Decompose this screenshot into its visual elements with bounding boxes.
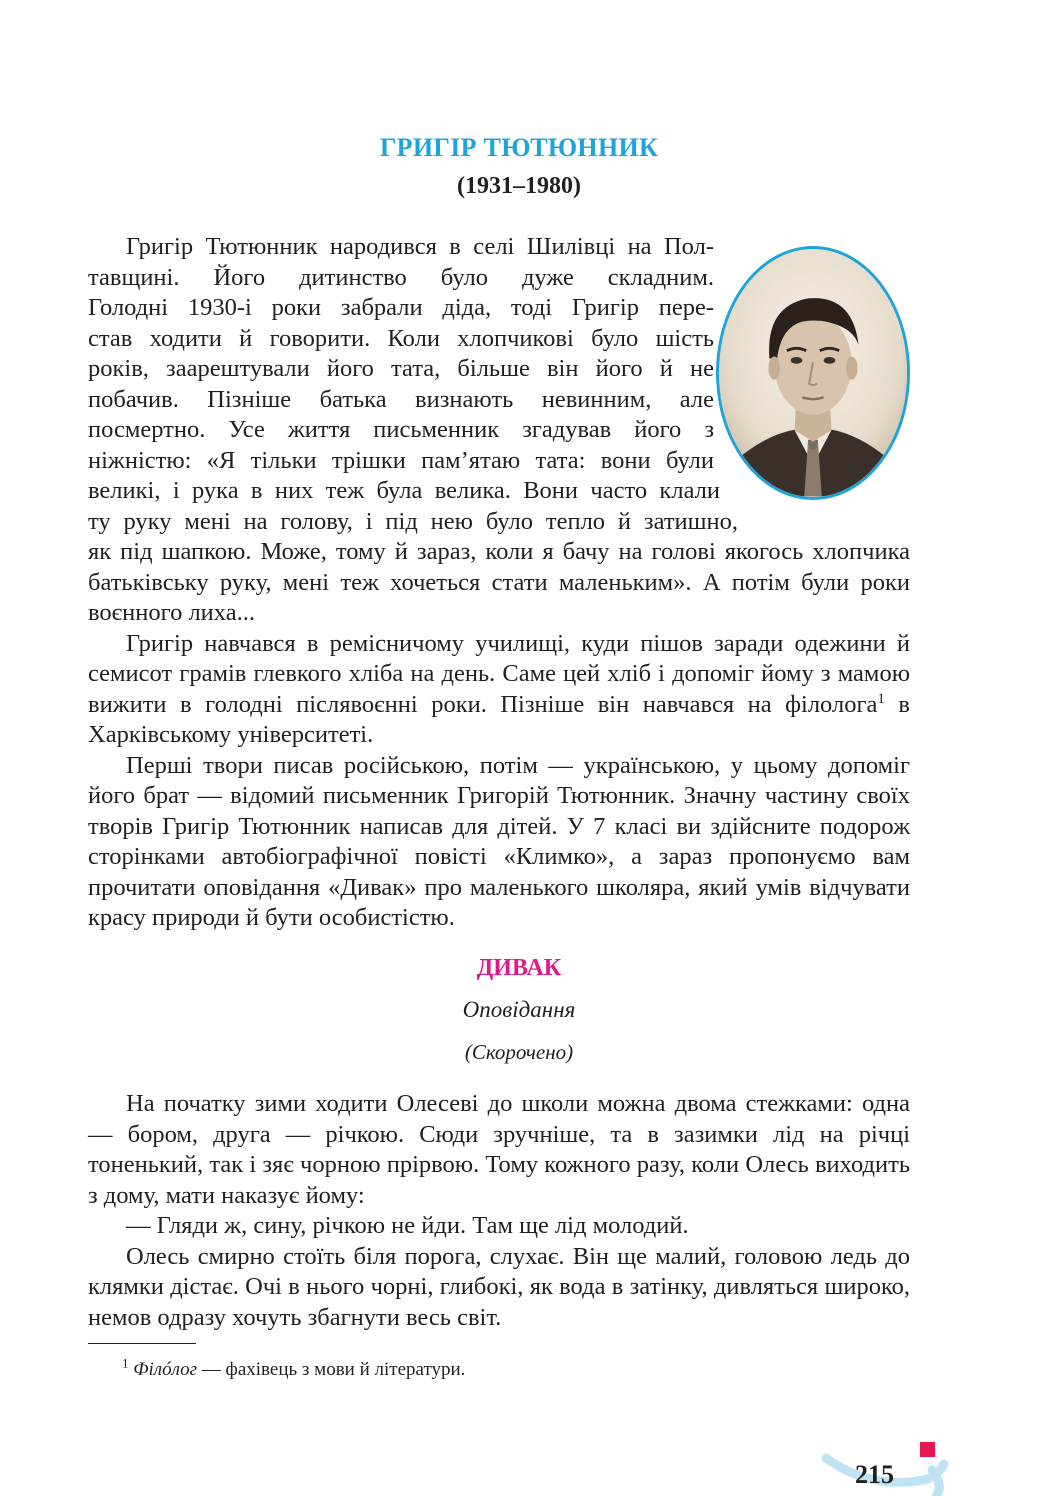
footnote-divider <box>88 1343 196 1344</box>
author-name-heading: ГРИГІР ТЮТЮННИК <box>379 133 659 162</box>
bio-p2-text: Григір навчався в ремісничому училищі, куди пішов заради одежини й семисот грамів глевкого хліба на день. Саме цей хліб і допоміг йому з мамою вижити в голодні післявоєнні роки. Пізніше він навчався на філолога <box>88 629 910 718</box>
bio-line: Голодні 1930-і роки забрали діда, тоді Григір пере- <box>88 294 714 321</box>
bio-paragraph-1-tail: як під шапкою. Може, тому й зараз, коли я бачу на голові якогось хлопчика батьківську руку, мені теж хочеться стати маленьким». А потім були роки воєнного лиха... <box>88 538 910 626</box>
author-years: (1931–1980) <box>457 173 581 199</box>
page-marker-square <box>920 1442 935 1457</box>
bio-line: посмертно. Усе життя письменник згадував його з <box>88 416 714 443</box>
bio-line: років, заарештували його тата, більше він його й не <box>88 355 714 382</box>
bio-line: Григір Тютюнник народився в селі Шилівці на Пол- <box>126 233 714 260</box>
bio-line: побачив. Пізніше батька визнають невинним, але <box>88 385 714 413</box>
bio-line: став ходити й говорити. Коли хлопчикові було шість <box>88 324 714 352</box>
biography-paragraph-2 <box>88 629 910 751</box>
page-number: 215 <box>855 1460 894 1489</box>
bio-p2-text-end: в Харківському університеті. <box>88 690 910 748</box>
footnote <box>122 1355 466 1381</box>
biography-paragraph-3: Перші твори писав російською, потім — українською, у цьому допоміг його брат — відомий письменник Григорій Тютюнник. Значну частину своїх творів Григір Тютюнник написав для дітей. У 7 класі ви здійсните подорож сторінками автобіографічної повісті «Климко», а зараз пропонуємо вам прочитати оповідання «Дивак» про маленького школяра, який умів відчувати красу природи й бути особистістю. <box>88 751 910 931</box>
story-paragraph-3: Олесь смирно стоїть біля порога, слухає. Він ще малий, головою ледь до клямки дістає. Очі в нього чорні, глибокі, як вода в затінку, дивляться широко, немов одразу хочуть збагнути весь світ. <box>88 1242 910 1331</box>
footnote-marker[interactable]: 1 <box>877 690 885 707</box>
story-title: ДИВАК <box>476 955 562 981</box>
story-genre: Оповідання <box>462 997 576 1022</box>
biography-text <box>88 232 910 934</box>
bio-line: ту руку мені на голову, і під нею було тепло й затишно, <box>88 507 738 535</box>
bio-line: ніжністю: «Я тільки трішки пам’ятаю тата: вони були <box>88 446 714 474</box>
story-paragraph-1: На початку зими ходити Олесеві до школи можна двома стежками: одна — бором, друга — річкою. Сюди зручніше, та в зазимки лід на річці тоненький, так і зяє чорною прірвою. Тому кожного разу, коли Олесь виходить з дому, мати наказує йому: <box>88 1090 910 1209</box>
biography-paragraph-1 <box>88 232 910 629</box>
bio-line: тавщині. Його дитинство було дуже складним. <box>88 263 714 291</box>
bio-line: великі, і рука в них теж була велика. Вони часто клали <box>88 477 720 504</box>
story-paragraph-2: — Гляди ж, сину, річкою не йди. Там ще лід молодий. <box>126 1212 689 1239</box>
footnote-number: 1 <box>122 1355 129 1371</box>
footnote-definition: — фахівець з мови й літератури. <box>197 1359 466 1380</box>
story-abridged-note: (Скорочено) <box>464 1040 574 1064</box>
story-text <box>88 1089 910 1333</box>
footnote-term: Філóлог <box>133 1359 198 1380</box>
